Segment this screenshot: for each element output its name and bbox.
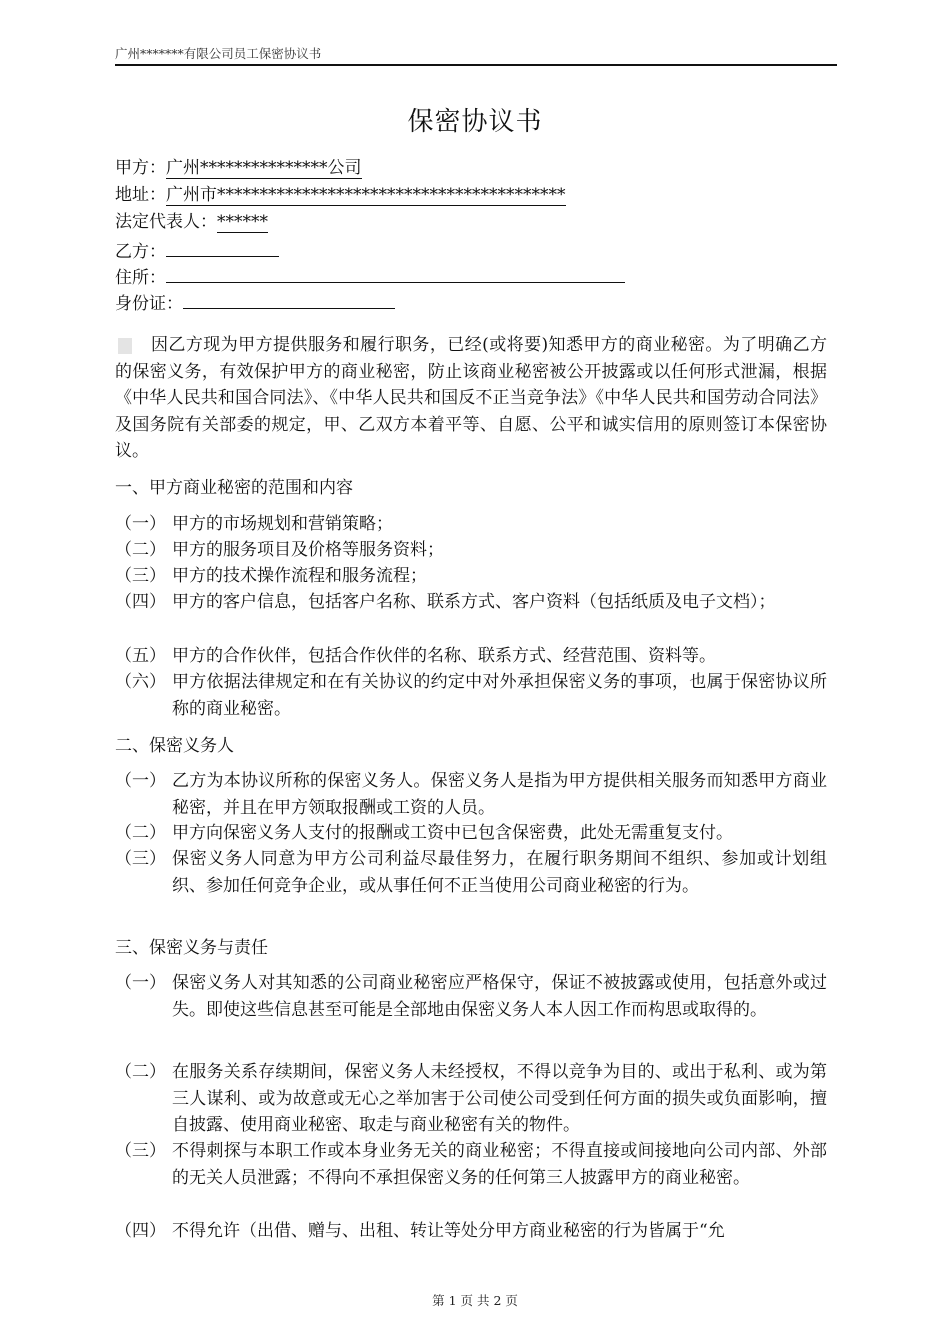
- clause-number: （三）: [115, 566, 166, 586]
- clause-number: （一）: [115, 514, 166, 534]
- clause-item: [115, 511, 827, 538]
- id-card-line: [115, 288, 395, 314]
- legal-rep-label: 法定代表人：: [115, 212, 217, 232]
- legal-rep-line: [115, 209, 268, 235]
- clause-number: （三）: [115, 1141, 166, 1161]
- clause-item: [115, 1138, 827, 1191]
- clause-item: [115, 643, 827, 670]
- legal-rep-value: ******: [217, 212, 268, 232]
- section-heading: 二、保密义务人: [115, 736, 234, 756]
- clause-number: （二）: [115, 540, 166, 560]
- clause-number: （五）: [115, 646, 166, 666]
- address-line: [115, 182, 566, 208]
- clause-number: （二）: [115, 1062, 166, 1082]
- clause-number: （四）: [115, 1221, 166, 1241]
- address-value: 广州市*****************************************: [166, 185, 566, 205]
- residence-blank: [166, 262, 625, 283]
- residence-label: 住所：: [115, 268, 166, 288]
- section-heading: 三、保密义务与责任: [115, 938, 268, 958]
- clause-item: [115, 563, 827, 590]
- party-b-label: 乙方：: [115, 242, 166, 262]
- clause-item: [115, 589, 827, 616]
- address-label: 地址：: [115, 185, 166, 205]
- clause-text: 乙方为本协议所称的保密义务人。保密义务人是指为甲方提供相关服务而知悉甲方商业秘密，并且在甲方领取报酬或工资的人员。: [172, 771, 827, 818]
- clause-text: 保密义务人同意为甲方公司利益尽最佳努力，在履行职务期间不组织、参加或计划组织、参加任何竞争企业，或从事任何不正当使用公司商业秘密的行为。: [172, 849, 827, 896]
- clause-text: 甲方依据法律规定和在有关协议的约定中对外承担保密义务的事项，也属于保密协议所称的商业秘密。: [172, 672, 827, 719]
- page-header: 广州*******有限公司员工保密协议书: [115, 44, 837, 66]
- clause-item: [115, 669, 827, 722]
- party-a-label: 甲方：: [115, 158, 166, 178]
- clause-text: 保密义务人对其知悉的公司商业秘密应严格保守，保证不被披露或使用，包括意外或过失。即使这些信息甚至可能是全部地由保密义务人本人因工作而构思或取得的。: [172, 973, 827, 1020]
- clause-item: [115, 1218, 827, 1245]
- clause-item: [115, 846, 827, 899]
- clause-number: （四）: [115, 592, 166, 612]
- document-title: 保密协议书: [407, 107, 543, 137]
- clause-text: 甲方的服务项目及价格等服务资料；: [172, 540, 444, 560]
- id-card-label: 身份证：: [115, 294, 183, 314]
- clause-text: 甲方的合作伙伴，包括合作伙伴的名称、联系方式、经营范围、资料等。: [172, 646, 716, 666]
- id-card-blank: [183, 288, 395, 309]
- clause-number: （六）: [115, 672, 166, 692]
- clause-item: [115, 537, 827, 564]
- clause-text: 甲方的客户信息，包括客户名称、联系方式、客户资料（包括纸质及电子文档）；: [172, 592, 776, 612]
- clause-text: 不得刺探与本职工作或本身业务无关的商业秘密；不得直接或间接地向公司内部、外部的无关人员泄露；不得向不承担保密义务的任何第三人披露甲方的商业秘密。: [172, 1141, 827, 1188]
- intro-paragraph: 因乙方现为甲方提供服务和履行职务，已经(或将要)知悉甲方的商业秘密。为了明确乙方的保密义务，有效保护甲方的商业秘密，防止该商业秘密被公开披露或以任何形式泄漏，根据《中华人民共和国合同法》、《中华人民共和国反不正当竞争法》《中华人民共和国劳动合同法》及国务院有关部委的规定，甲、乙双方本着平等、自愿、公平和诚实信用的原则签订本保密协议。: [115, 335, 827, 461]
- clause-number: （二）: [115, 823, 166, 843]
- clause-text: 在服务关系存续期间，保密义务人未经授权，不得以竞争为目的、或出于私利、或为第三人谋利、或为故意或无心之举加害于公司使公司受到任何方面的损失或负面影响，擅自披露、使用商业秘密、取走与商业秘密有关的物件。: [172, 1062, 827, 1135]
- clause-text: 甲方的市场规划和营销策略；: [172, 514, 393, 534]
- clause-item: [115, 820, 827, 847]
- clause-item: [115, 768, 827, 821]
- clause-text: 甲方的技术操作流程和服务流程；: [172, 566, 427, 586]
- clause-number: （三）: [115, 849, 166, 869]
- party-b-blank: [166, 236, 279, 257]
- party-a-line: [115, 155, 362, 181]
- party-a-value: 广州***************公司: [166, 158, 362, 178]
- clause-text: 甲方向保密义务人支付的报酬或工资中已包含保密费，此处无需重复支付。: [172, 823, 733, 843]
- clause-number: （一）: [115, 973, 166, 993]
- clause-item: [115, 970, 827, 1023]
- residence-line: [115, 262, 625, 288]
- section-heading: 一、甲方商业秘密的范围和内容: [115, 478, 353, 498]
- clause-number: （一）: [115, 771, 166, 791]
- clause-text: 不得允许（出借、赠与、出租、转让等处分甲方商业秘密的行为皆属于“允: [172, 1221, 725, 1241]
- page-footer: 第 1 页 共 2 页: [432, 1293, 518, 1308]
- party-b-line: [115, 236, 279, 262]
- clause-item: [115, 1059, 827, 1139]
